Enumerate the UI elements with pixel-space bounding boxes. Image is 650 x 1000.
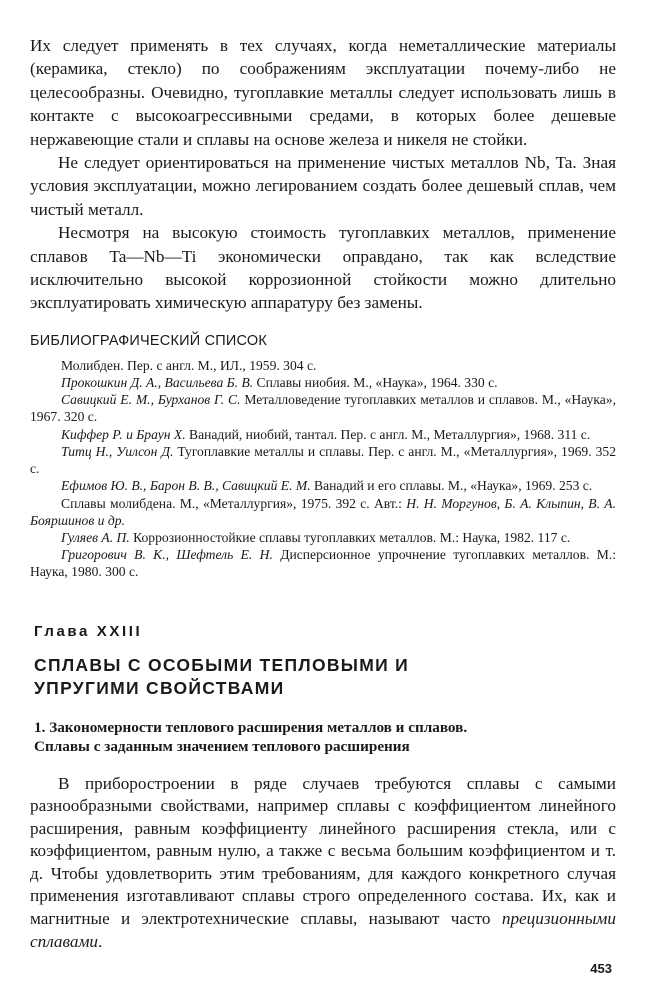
bibliography-entry xyxy=(30,426,616,443)
bibliography-entry-authors: Гуляев А. П. xyxy=(61,529,130,545)
page-number: 453 xyxy=(590,961,612,976)
bibliography-entry-authors: Савицкий Е. М., Бурханов Г. С. xyxy=(61,392,241,408)
bibliography-entry xyxy=(30,529,616,546)
bibliography-entry-text: Тугоплавкие металлы и сплавы. Пер. с англ. М., «Металлургия», 1969. 352 с. xyxy=(30,443,617,477)
bibliography-entry-text: Коррозионностойкие сплавы тугоплавких металлов. М.: Наука, 1982. 117 с. xyxy=(129,529,571,545)
page-content xyxy=(30,34,616,953)
bibliography-entry-authors: Ефимов Ю. В., Барон В. В., Савицкий Е. М. xyxy=(61,478,311,494)
bibliography-entry-authors: Титц Н., Уилсон Д. xyxy=(61,443,174,459)
section-body-emphasis: прецизионными сплавами xyxy=(30,909,616,951)
section-body-text: В приборостроении в ряде случаев требуются сплавы с самыми разнообразными свойствами, например сплавы с коэффициентом линейного расширения, равным коэффициенту линейного расширения стекла, или с коэффициентом, равным нулю, а также с весьма большим коэффициентом и т. д. Чтобы удовлетворить этим требованиям, для каждого конкретного случая применения изготавливают сплавы строго определенного состава. Их, как и магнитные и электротехнические сплавы, называют часто xyxy=(30,773,616,929)
bibliography-entry-authors: Киффер Р. и Браун Х. xyxy=(61,426,186,442)
bibliography-entry-text: Дисперсионное упрочнение тугоплавких металлов. М.: Наука, 1980. 300 с. xyxy=(30,547,616,580)
bibliography-entry-text: Ванадий, ниобий, тантал. Пер. с англ. М., Металлургия», 1968. 311 с. xyxy=(185,426,591,442)
bibliography-entry-text: Сплавы ниобия. М., «Наука», 1964. 330 с. xyxy=(253,375,498,391)
section-body-end: . xyxy=(98,931,103,951)
bibliography-entry-text: Сплавы молибдена. М., «Металлургия», 1975. 392 с. Авт.: xyxy=(61,495,407,511)
section-title: 1. Закономерности теплового расширения металлов и сплавов. Сплавы с заданным значением теплового расширения xyxy=(34,718,468,756)
paragraph-1: Их следует применять в тех случаях, когда неметаллические материалы (керамика, стекло) по соображениям эксплуатации почему-либо не целесообразны. Очевидно, тугоплавкие металлы следует использовать лишь в контакте с высокоагрессивными средами, в которых более дешевые нержавеющие стали и сплавы на основе железа и никеля не стойки. xyxy=(30,36,616,149)
bibliography-entry-text: Металловедение тугоплавких металлов и сплавов. М., «Наука», 1967. 320 с. xyxy=(30,392,616,425)
bibliography-entry-authors: Григорович В. К., Шефтель Е. Н. xyxy=(61,547,273,563)
section-body xyxy=(30,773,616,954)
bibliography-entry-authors: Прокошкин Д. А., Васильева Б. В. xyxy=(61,375,254,391)
bibliography-entry-authors: Н. Н. Моргунов, Б. А. Клыпин, В. А. Бояршинов и др. xyxy=(30,495,616,528)
bibliography-entry xyxy=(30,374,616,391)
bibliography-list xyxy=(30,357,616,581)
bibliography-entry xyxy=(30,443,616,477)
bibliography-heading: БИБЛИОГРАФИЧЕСКИЙ СПИСОК xyxy=(30,332,267,349)
chapter-label: Глава XXIII xyxy=(34,622,143,640)
bibliography-entry-text: Ванадий и его сплавы. М., «Наука», 1969. 253 с. xyxy=(310,478,593,494)
bibliography-entry xyxy=(30,357,616,374)
paragraph-2: Не следует ориентироваться на применение чистых металлов Nb, Ta. Зная условия эксплуатации, можно легированием создать более дешевый сплав, чем чистый металл. xyxy=(30,153,616,219)
bibliography-entry xyxy=(30,546,616,580)
bibliography-entry-text: Молибден. Пер. с англ. М., ИЛ., 1959. 304 с. xyxy=(61,357,317,373)
paragraph-3: Несмотря на высокую стоимость тугоплавких металлов, применение сплавов Ta—Nb—Ti экономически оправдано, так как вследствие исключительно высокой коррозионной стойкости можно длительно эксплуатировать химическую аппаратуру без замены. xyxy=(30,223,616,313)
bibliography-entry xyxy=(30,391,616,425)
bibliography-entry xyxy=(30,477,616,494)
chapter-title: СПЛАВЫ С ОСОБЫМИ ТЕПЛОВЫМИ И УПРУГИМИ СВОЙСТВАМИ xyxy=(34,654,410,698)
bibliography-entry xyxy=(30,495,616,529)
